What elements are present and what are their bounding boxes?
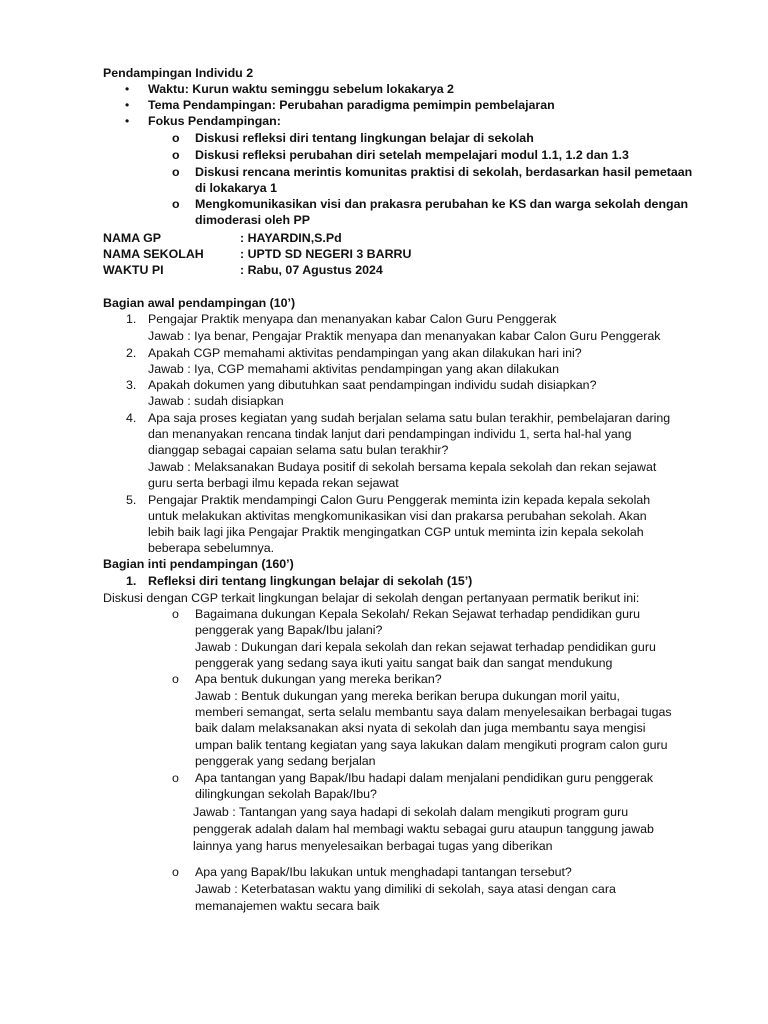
- question-2-answer: Jawab : Bentuk dukungan yang mereka berikan berupa dukungan moril yaitu,: [195, 689, 620, 703]
- list-number: 3.: [126, 378, 137, 392]
- circle-marker: o: [172, 771, 179, 785]
- info-value-nama-gp: : HAYARDIN,S.Pd: [240, 231, 342, 245]
- circle-marker: o: [172, 672, 179, 686]
- question-2-answer-cont: memberi semangat, serta selalu membantu saya dalam menyelesaikan berbagai tugas: [195, 705, 672, 719]
- focus-item-2: Diskusi refleksi perubahan diri setelah mempelajari modul 1.1, 1.2 dan 1.3: [195, 148, 629, 162]
- inti-intro: Diskusi dengan CGP terkait lingkungan belajar di sekolah dengan pertanyaan permatik berikut ini:: [103, 591, 640, 605]
- focus-item-4: Mengkomunikasikan visi dan prakasra perubahan ke KS dan warga sekolah dengan: [195, 197, 689, 211]
- question-3: Apa tantangan yang Bapak/Ibu hadapi dalam menjalani pendidikan guru penggerak: [195, 771, 654, 785]
- awal-item-1: Pengajar Praktik menyapa dan menanyakan kabar Calon Guru Penggerak: [148, 312, 557, 326]
- info-label-nama-gp: NAMA GP: [103, 231, 162, 245]
- list-number: 1.: [126, 574, 137, 588]
- question-1-cont: penggerak yang Bapak/Ibu jalani?: [195, 623, 383, 637]
- awal-item-4: Apa saja proses kegiatan yang sudah berjalan selama satu bulan terakhir, pembelajaran daring: [148, 411, 671, 425]
- focus-item-4-cont: dimoderasi oleh PP: [195, 213, 310, 227]
- question-4: Apa yang Bapak/Ibu lakukan untuk menghadapi tantangan tersebut?: [195, 865, 572, 879]
- circle-marker: o: [172, 865, 179, 879]
- bullet-marker: •: [125, 114, 130, 128]
- question-1: Bagaimana dukungan Kepala Sekolah/ Rekan Sejawat terhadap pendidikan guru: [195, 607, 641, 621]
- info-label-nama-sekolah: NAMA SEKOLAH: [103, 247, 204, 261]
- awal-item-4-answer: Jawab : Melaksanakan Budaya positif di sekolah bersama kepala sekolah dan rekan sejawat: [148, 460, 657, 474]
- list-number: 5.: [126, 493, 137, 507]
- section-heading-awal: Bagian awal pendampingan (10’): [103, 296, 296, 310]
- question-3-answer-cont: penggerak adalah dalam hal membagi waktu sebagai guru ataupun tanggung jawab: [193, 822, 654, 836]
- circle-marker: o: [172, 131, 180, 145]
- info-value-nama-sekolah: : UPTD SD NEGERI 3 BARRU: [240, 247, 412, 261]
- bullet-marker: •: [125, 82, 130, 96]
- awal-item-4-answer-cont: guru serta berbagi ilmu kepada rekan sejawat: [148, 476, 399, 490]
- awal-item-2-answer: Jawab : Iya, CGP memahami aktivitas pendampingan yang akan dilakukan: [148, 362, 559, 376]
- question-2-answer-cont: umpan balik tentang kegiatan yang saya lakukan dalam mengikuti program calon guru: [195, 738, 668, 752]
- question-3-answer-cont: lainnya yang harus menyelesaikan berbagai tugas yang diberikan: [193, 839, 553, 853]
- inti-sub-heading: Refleksi diri tentang lingkungan belajar di sekolah (15’): [148, 574, 473, 588]
- awal-item-3: Apakah dokumen yang dibutuhkan saat pendampingan individu sudah disiapkan?: [148, 378, 597, 392]
- question-3-cont: dilingkungan sekolah Bapak/Ibu?: [195, 787, 377, 801]
- question-1-answer: Jawab : Dukungan dari kepala sekolah dan rekan sejawat terhadap pendidikan guru: [195, 640, 656, 654]
- document-title: Pendampingan Individu 2: [103, 66, 254, 80]
- list-number: 1.: [126, 312, 137, 326]
- question-4-answer: Jawab : Keterbatasan waktu yang dimiliki di sekolah, saya atasi dengan cara: [195, 882, 616, 896]
- awal-item-5-line: untuk melakukan aktivitas mengkomunikasikan visi dan prakarsa perubahan sekolah. Akan: [148, 509, 647, 523]
- fokus-bullet: Fokus Pendampingan:: [148, 114, 281, 128]
- circle-marker: o: [172, 165, 180, 179]
- question-2-answer-cont: penggerak yang sedang berjalan: [195, 754, 376, 768]
- circle-marker: o: [172, 148, 180, 162]
- awal-item-5-line: beberapa sebelumnya.: [148, 541, 275, 555]
- awal-item-1-answer: Jawab : Iya benar, Pengajar Praktik menyapa dan menanyakan kabar Calon Guru Penggerak: [148, 329, 661, 343]
- info-label-waktu-pi: WAKTU PI: [103, 263, 164, 277]
- question-2-answer-cont: baik dalam melaksanakan aksi nyata di sekolah dan juga membantu saya mengisi: [195, 721, 646, 735]
- awal-item-5-line: lebih baik lagi jika Pengajar Praktik mengingatkan CGP untuk meminta izin kepala sekolah: [148, 525, 644, 539]
- question-4-answer-cont: memanajemen waktu secara baik: [195, 899, 380, 913]
- question-2: Apa bentuk dukungan yang mereka berikan?: [195, 672, 442, 686]
- awal-item-4-line: dianggap sebagai capaian selama satu bulan terakhir?: [148, 443, 449, 457]
- waktu-bullet: Waktu: Kurun waktu seminggu sebelum lokakarya 2: [148, 82, 454, 96]
- circle-marker: o: [172, 607, 179, 621]
- info-value-waktu-pi: : Rabu, 07 Agustus 2024: [240, 263, 383, 277]
- awal-item-5: Pengajar Praktik mendampingi Calon Guru Penggerak meminta izin kepada kepala sekolah: [148, 493, 651, 507]
- bullet-marker: •: [125, 98, 130, 112]
- awal-item-3-answer: Jawab : sudah disiapkan: [148, 394, 284, 408]
- focus-item-1: Diskusi refleksi diri tentang lingkungan belajar di sekolah: [195, 131, 534, 145]
- question-1-answer-cont: penggerak yang sedang saya ikuti yaitu sangat baik dan sangat mendukung: [195, 656, 613, 670]
- awal-item-2: Apakah CGP memahami aktivitas pendampingan yang akan dilakukan hari ini?: [148, 346, 582, 360]
- list-number: 2.: [126, 346, 137, 360]
- awal-item-4-line: dan menanyakan rencana tindak lanjut dari pendampingan individu 1, serta hal-hal yang: [148, 427, 632, 441]
- circle-marker: o: [172, 197, 180, 211]
- section-heading-inti: Bagian inti pendampingan (160’): [103, 557, 294, 571]
- focus-item-3-cont: di lokakarya 1: [195, 181, 277, 195]
- question-3-answer: Jawab : Tantangan yang saya hadapi di sekolah dalam mengikuti program guru: [193, 805, 629, 819]
- tema-bullet: Tema Pendampingan: Perubahan paradigma pemimpin pembelajaran: [148, 98, 555, 112]
- focus-item-3: Diskusi rencana merintis komunitas praktisi di sekolah, berdasarkan hasil pemetaan: [195, 165, 693, 179]
- list-number: 4.: [126, 411, 137, 425]
